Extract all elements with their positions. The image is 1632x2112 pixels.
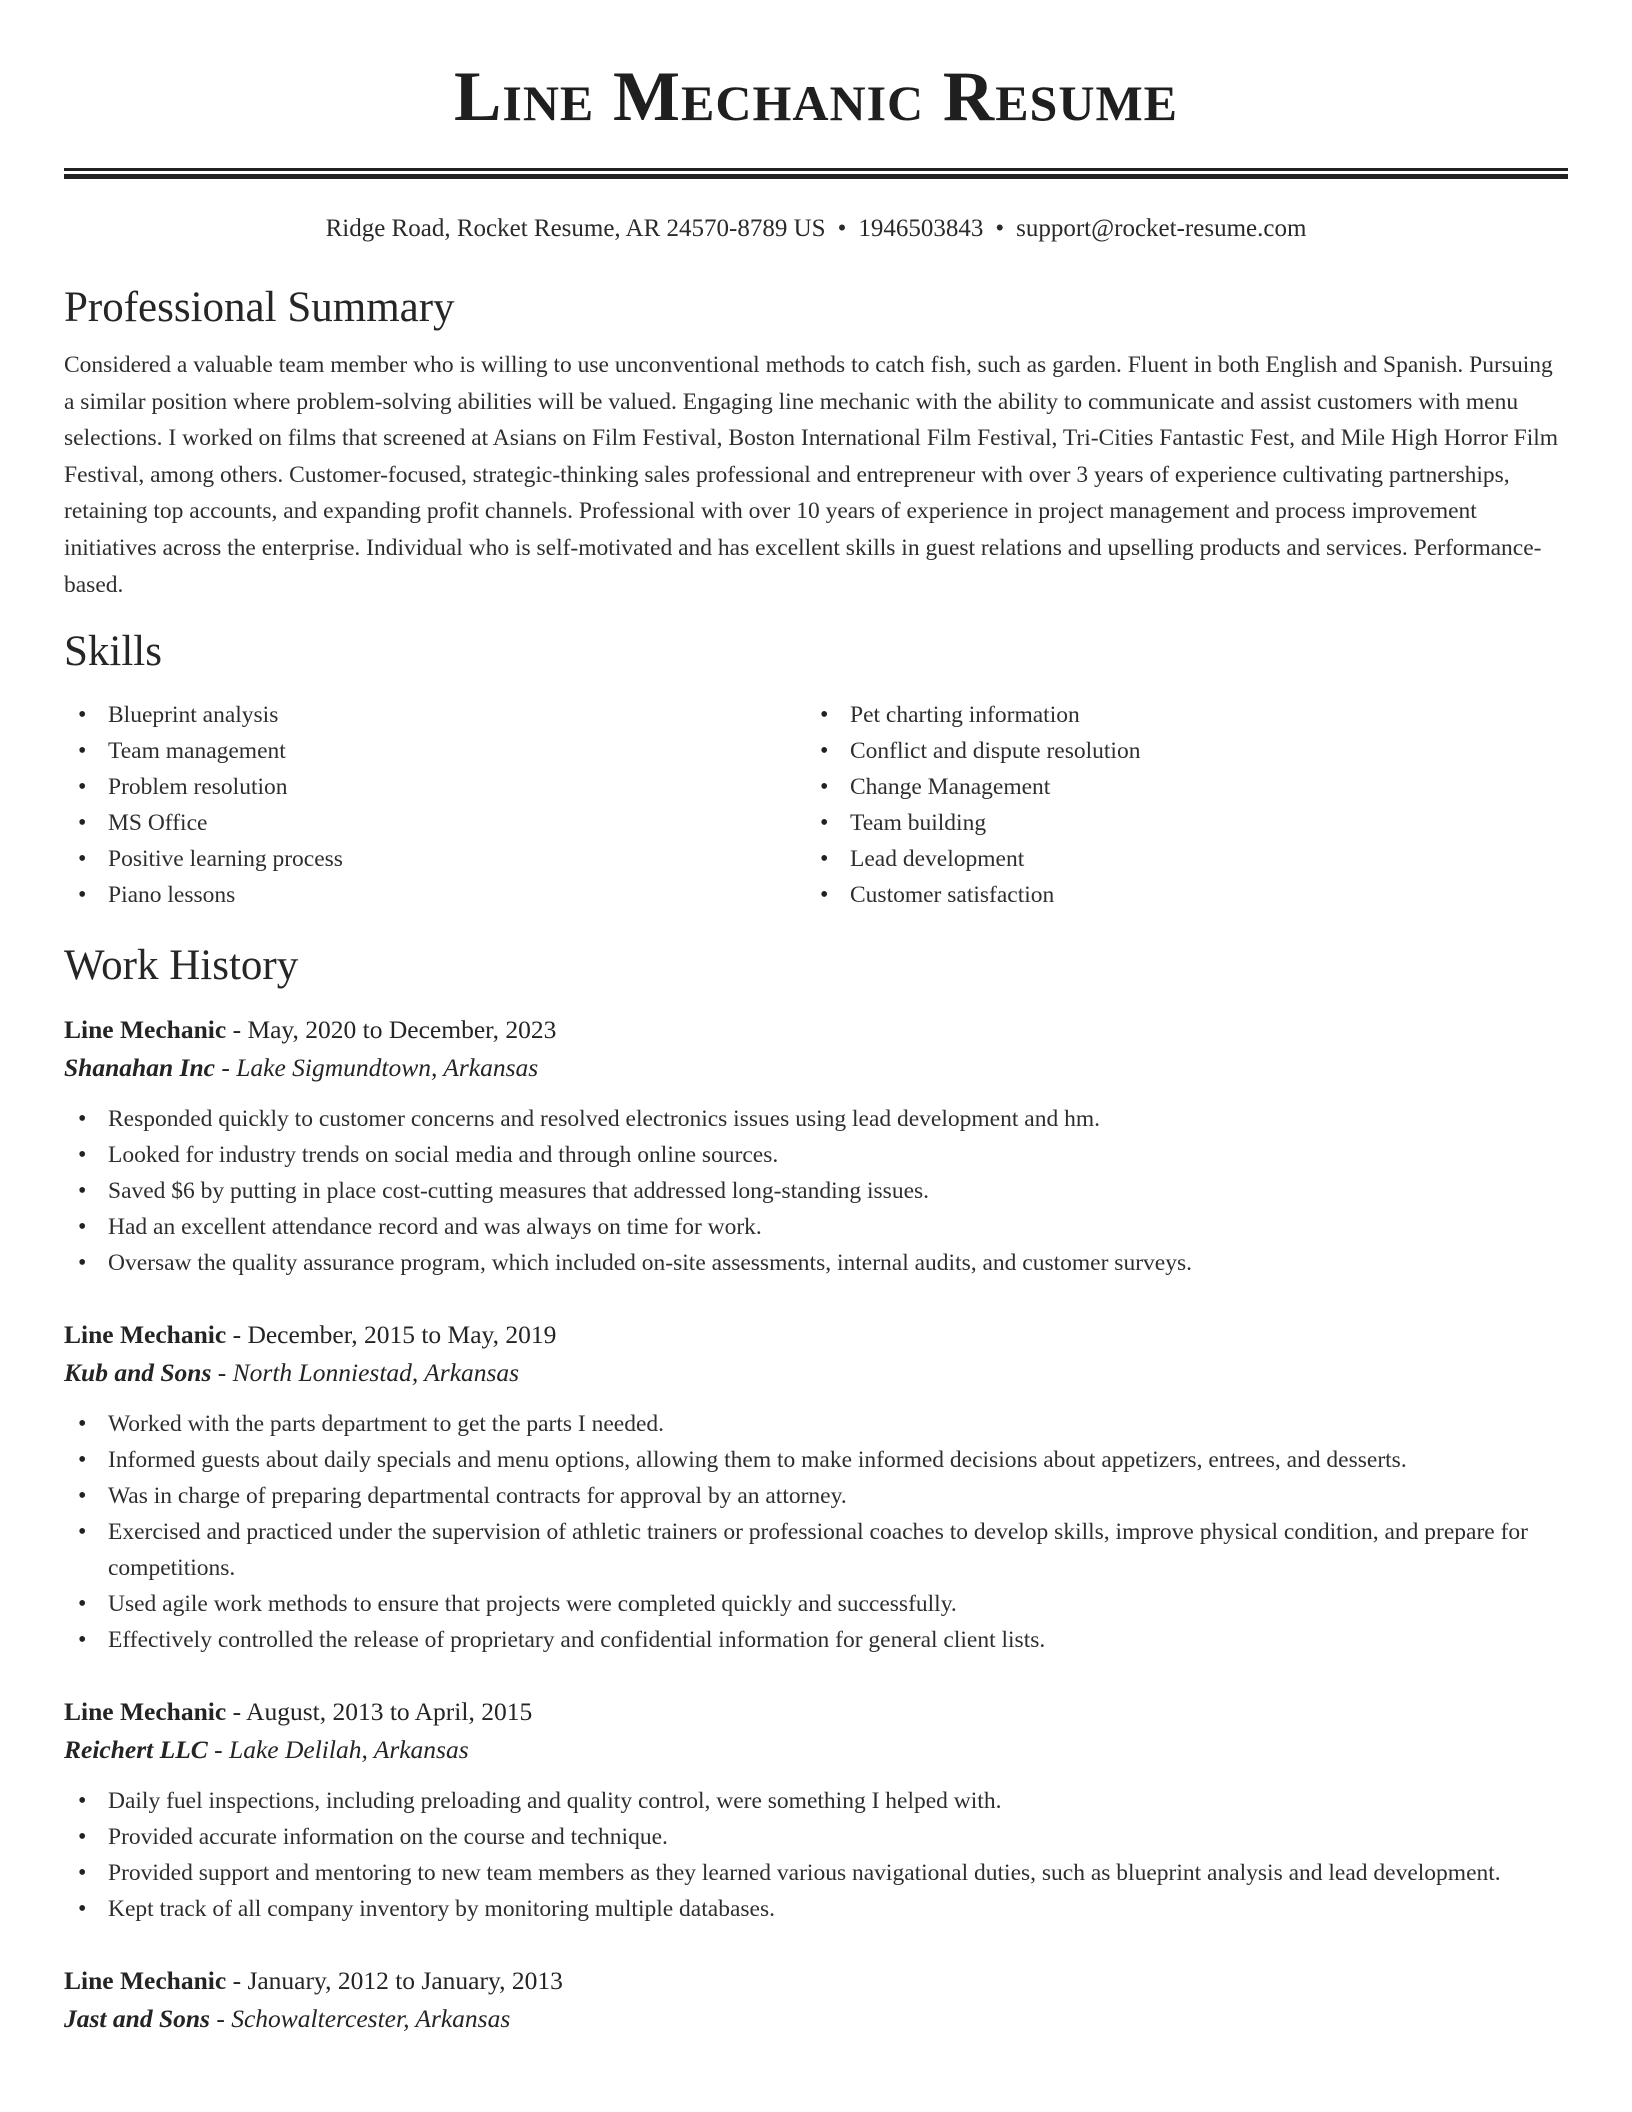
- contact-phone: 1946503843: [858, 215, 984, 242]
- contact-email[interactable]: support@rocket-resume.com: [1016, 215, 1307, 242]
- duty-list: [64, 1101, 1568, 1281]
- company-line: [64, 2000, 1568, 2038]
- contact-address: Ridge Road, Rocket Resume, AR 24570-8789 US: [325, 215, 826, 242]
- skill-item: • Conflict and dispute resolution: [806, 733, 1548, 769]
- job-dates: - January, 2012 to January, 2013: [226, 1966, 563, 1996]
- skill-item: • Customer satisfaction: [806, 877, 1548, 913]
- job-dates: - August, 2013 to April, 2015: [226, 1697, 533, 1727]
- duty-list: [64, 1783, 1568, 1927]
- duty-item: • Daily fuel inspections, including preloading and quality control, were something I helped with.: [64, 1783, 1568, 1819]
- duty-item: • Effectively controlled the release of proprietary and confidential information for general client lists.: [64, 1622, 1568, 1658]
- duty-item: • Was in charge of preparing departmental contracts for approval by an attorney.: [64, 1478, 1568, 1514]
- job-entry: [64, 1316, 1568, 1658]
- duty-item: • Had an excellent attendance record and was always on time for work.: [64, 1209, 1568, 1245]
- job-entry: [64, 1962, 1568, 2038]
- contact-line: [64, 213, 1568, 245]
- skill-item: • Team building: [806, 805, 1548, 841]
- job-title: Line Mechanic: [64, 1320, 227, 1350]
- skills-column-left: [64, 697, 806, 913]
- company-location: - Lake Delilah, Arkansas: [207, 1735, 469, 1765]
- skill-item: • Blueprint analysis: [64, 697, 806, 733]
- company-line: [64, 1049, 1568, 1087]
- job-dates: - May, 2020 to December, 2023: [226, 1015, 557, 1045]
- duty-item: • Saved $6 by putting in place cost-cutting measures that addressed long-standing issues.: [64, 1173, 1568, 1209]
- summary-text: Considered a valuable team member who is willing to use unconventional methods to catch fish, such as garden. Fluent in both English and Spanish. Pursuing a similar position where problem-solving abilities will be valued. Engaging line mechanic with the ability to communicate and assist customers with menu selections. I worked on films that screened at Asians on Film Festival, Boston International Film Festival, Tri-Cities Fantastic Fest, and Mile High Horror Film Festival, among others. Customer-focused, strategic-thinking sales professional and entrepreneur with over 3 years of experience cultivating partnerships, retaining top accounts, and expanding profit channels. Professional with over 10 years of experience in project management and process improvement initiatives across the enterprise. Individual who is self-motivated and has excellent skills in guest relations and upselling products and services. Performance-based.: [64, 352, 1559, 598]
- company-name: Jast and Sons: [64, 2004, 210, 2034]
- company-name: Shanahan Inc: [64, 1053, 215, 1083]
- duty-item: • Informed guests about daily specials and menu options, allowing them to make informed decisions about appetizers, entrees, and desserts.: [64, 1442, 1568, 1478]
- job-title: Line Mechanic: [64, 1015, 227, 1045]
- company-line: [64, 1731, 1568, 1769]
- duty-item: • Responded quickly to customer concerns and resolved electronics issues using lead development and hm.: [64, 1101, 1568, 1137]
- duty-item: • Provided accurate information on the course and technique.: [64, 1819, 1568, 1855]
- job-entry: [64, 1011, 1568, 1281]
- skill-item: • Problem resolution: [64, 769, 806, 805]
- job-title: Line Mechanic: [64, 1697, 227, 1727]
- title-divider: [64, 168, 1568, 179]
- company-location: - North Lonniestad, Arkansas: [211, 1358, 520, 1388]
- summary-heading: Professional Summary: [64, 284, 455, 331]
- job-title-line: [64, 1011, 1568, 1049]
- skills-grid: [64, 697, 1568, 913]
- skill-item: • MS Office: [64, 805, 806, 841]
- duty-item: • Worked with the parts department to get the parts I needed.: [64, 1406, 1568, 1442]
- company-name: Reichert LLC: [64, 1735, 208, 1765]
- contact-separator: •: [837, 215, 847, 242]
- skill-item: • Pet charting information: [806, 697, 1548, 733]
- duty-item: • Used agile work methods to ensure that projects were completed quickly and successfully.: [64, 1586, 1568, 1622]
- skills-heading: Skills: [64, 628, 162, 676]
- job-title-line: [64, 1962, 1568, 2000]
- duty-item: • Looked for industry trends on social media and through online sources.: [64, 1137, 1568, 1173]
- job-title: Line Mechanic: [64, 1966, 227, 1996]
- skill-item: • Piano lessons: [64, 877, 806, 913]
- company-location: - Schowaltercester, Arkansas: [209, 2004, 511, 2034]
- skills-column-right: [806, 697, 1548, 913]
- skill-item: • Team management: [64, 733, 806, 769]
- contact-separator: •: [995, 215, 1005, 242]
- duty-item: • Oversaw the quality assurance program, which included on-site assessments, internal audits, and customer surveys.: [64, 1245, 1568, 1281]
- job-dates: - December, 2015 to May, 2019: [226, 1320, 557, 1350]
- duty-item: • Kept track of all company inventory by monitoring multiple databases.: [64, 1891, 1568, 1927]
- resume-title: Line Mechanic Resume: [454, 58, 1178, 136]
- duty-list: [64, 1406, 1568, 1658]
- job-entry: [64, 1693, 1568, 1927]
- skill-item: • Lead development: [806, 841, 1548, 877]
- company-line: [64, 1354, 1568, 1392]
- duty-item: • Provided support and mentoring to new team members as they learned various navigational duties, such as blueprint analysis and lead development.: [64, 1855, 1568, 1891]
- company-name: Kub and Sons: [64, 1358, 212, 1388]
- job-title-line: [64, 1693, 1568, 1731]
- job-title-line: [64, 1316, 1568, 1354]
- work-history-heading: Work History: [64, 942, 299, 990]
- duty-item: • Exercised and practiced under the supervision of athletic trainers or professional coaches to develop skills, improve physical condition, and prepare for competitions.: [64, 1514, 1568, 1586]
- skill-item: • Change Management: [806, 769, 1548, 805]
- skill-item: • Positive learning process: [64, 841, 806, 877]
- company-location: - Lake Sigmundtown, Arkansas: [214, 1053, 539, 1083]
